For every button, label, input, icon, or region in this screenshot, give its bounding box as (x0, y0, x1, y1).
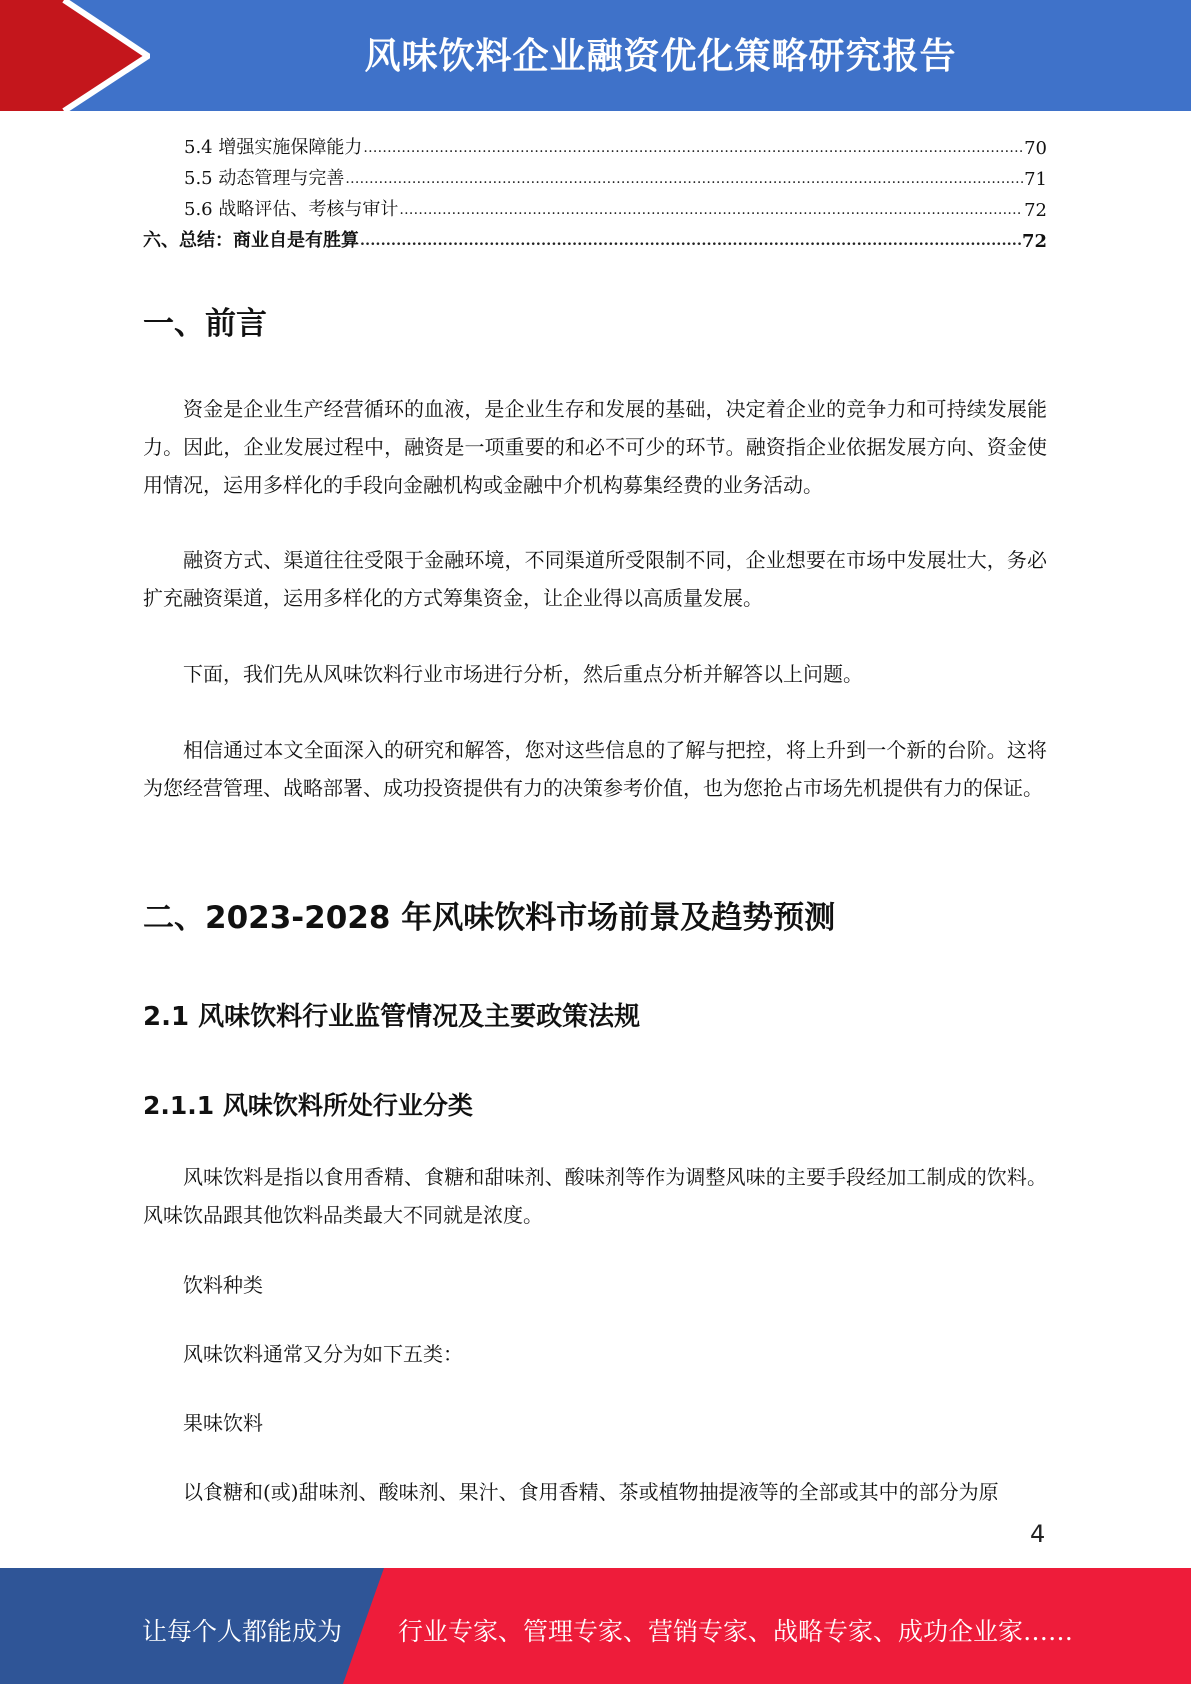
page-footer (0, 1568, 1191, 1684)
toc-item[interactable] (143, 159, 1047, 190)
paragraph: 以食糖和(或)甜味剂、酸味剂、果汁、食用香精、茶或植物抽提液等的全部或其中的部分为原 (183, 1480, 999, 1504)
toc-item-label: 5.4 增强实施保障能力 (184, 137, 363, 158)
toc-item-label: 5.5 动态管理与完善 (184, 168, 345, 189)
toc-leader-dots (363, 138, 1023, 159)
toc-item-page: 70 (1024, 138, 1047, 159)
paragraph: 相信通过本文全面深入的研究和解答，您对这些信息的了解与把控，将上升到一个新的台阶。这将为您经营管理、战略部署、成功投资提供有力的决策参考价值，也为您抢占市场先机提供有力的保证。 (143, 738, 1047, 800)
toc-item-label: 六、总结：商业自是有胜算 (143, 230, 359, 251)
footer-slogan-left: 让每个人都能成为 (142, 1617, 343, 1646)
page-number: 4 (1030, 1520, 1046, 1548)
toc-leader-dots (399, 200, 1023, 221)
toc-item-page: 71 (1024, 169, 1047, 190)
subsubsection-heading: 2.1.1 风味饮料所处行业分类 (143, 1091, 473, 1120)
footer-slogan-right: 行业专家、管理专家、营销专家、战略专家、成功企业家…… (398, 1617, 1074, 1646)
toc-leader-dots (345, 169, 1023, 190)
table-of-contents (143, 128, 1047, 252)
section-heading-forecast: 二、2023-2028 年风味饮料市场前景及趋势预测 (143, 900, 836, 936)
report-title: 风味饮料企业融资优化策略研究报告 (364, 36, 957, 77)
toc-item[interactable] (143, 128, 1047, 159)
toc-item-page: 72 (1021, 231, 1047, 252)
paragraph: 资金是企业生产经营循环的血液，是企业生存和发展的基础，决定着企业的竞争力和可持续发展能力。因此，企业发展过程中，融资是一项重要的和必不可少的环节。融资指企业依据发展方向、资金使用情况，运用多样化的手段向金融机构或金融中介机构募集经费的业务活动。 (143, 397, 1047, 497)
paragraph: 果味饮料 (183, 1411, 263, 1435)
subsection-heading: 2.1 风味饮料行业监管情况及主要政策法规 (143, 1002, 641, 1032)
toc-item[interactable] (143, 221, 1047, 252)
toc-item-page: 72 (1024, 200, 1047, 221)
toc-leader-dots (360, 231, 1021, 252)
toc-item-label: 5.6 战略评估、考核与审计 (184, 199, 399, 220)
paragraph: 下面，我们先从风味饮料行业市场进行分析，然后重点分析并解答以上问题。 (183, 662, 863, 686)
section-heading-preface: 一、前言 (143, 306, 267, 342)
paragraph: 风味饮料是指以食用香精、食糖和甜味剂、酸味剂等作为调整风味的主要手段经加工制成的饮料。风味饮品跟其他饮料品类最大不同就是浓度。 (143, 1165, 1047, 1227)
toc-item[interactable] (143, 190, 1047, 221)
page-header (0, 0, 1191, 111)
paragraph: 饮料种类 (183, 1273, 263, 1297)
paragraph: 风味饮料通常又分为如下五类： (183, 1342, 463, 1366)
paragraph: 融资方式、渠道往往受限于金融环境，不同渠道所受限制不同，企业想要在市场中发展壮大，务必扩充融资渠道，运用多样化的方式筹集资金，让企业得以高质量发展。 (143, 548, 1047, 610)
